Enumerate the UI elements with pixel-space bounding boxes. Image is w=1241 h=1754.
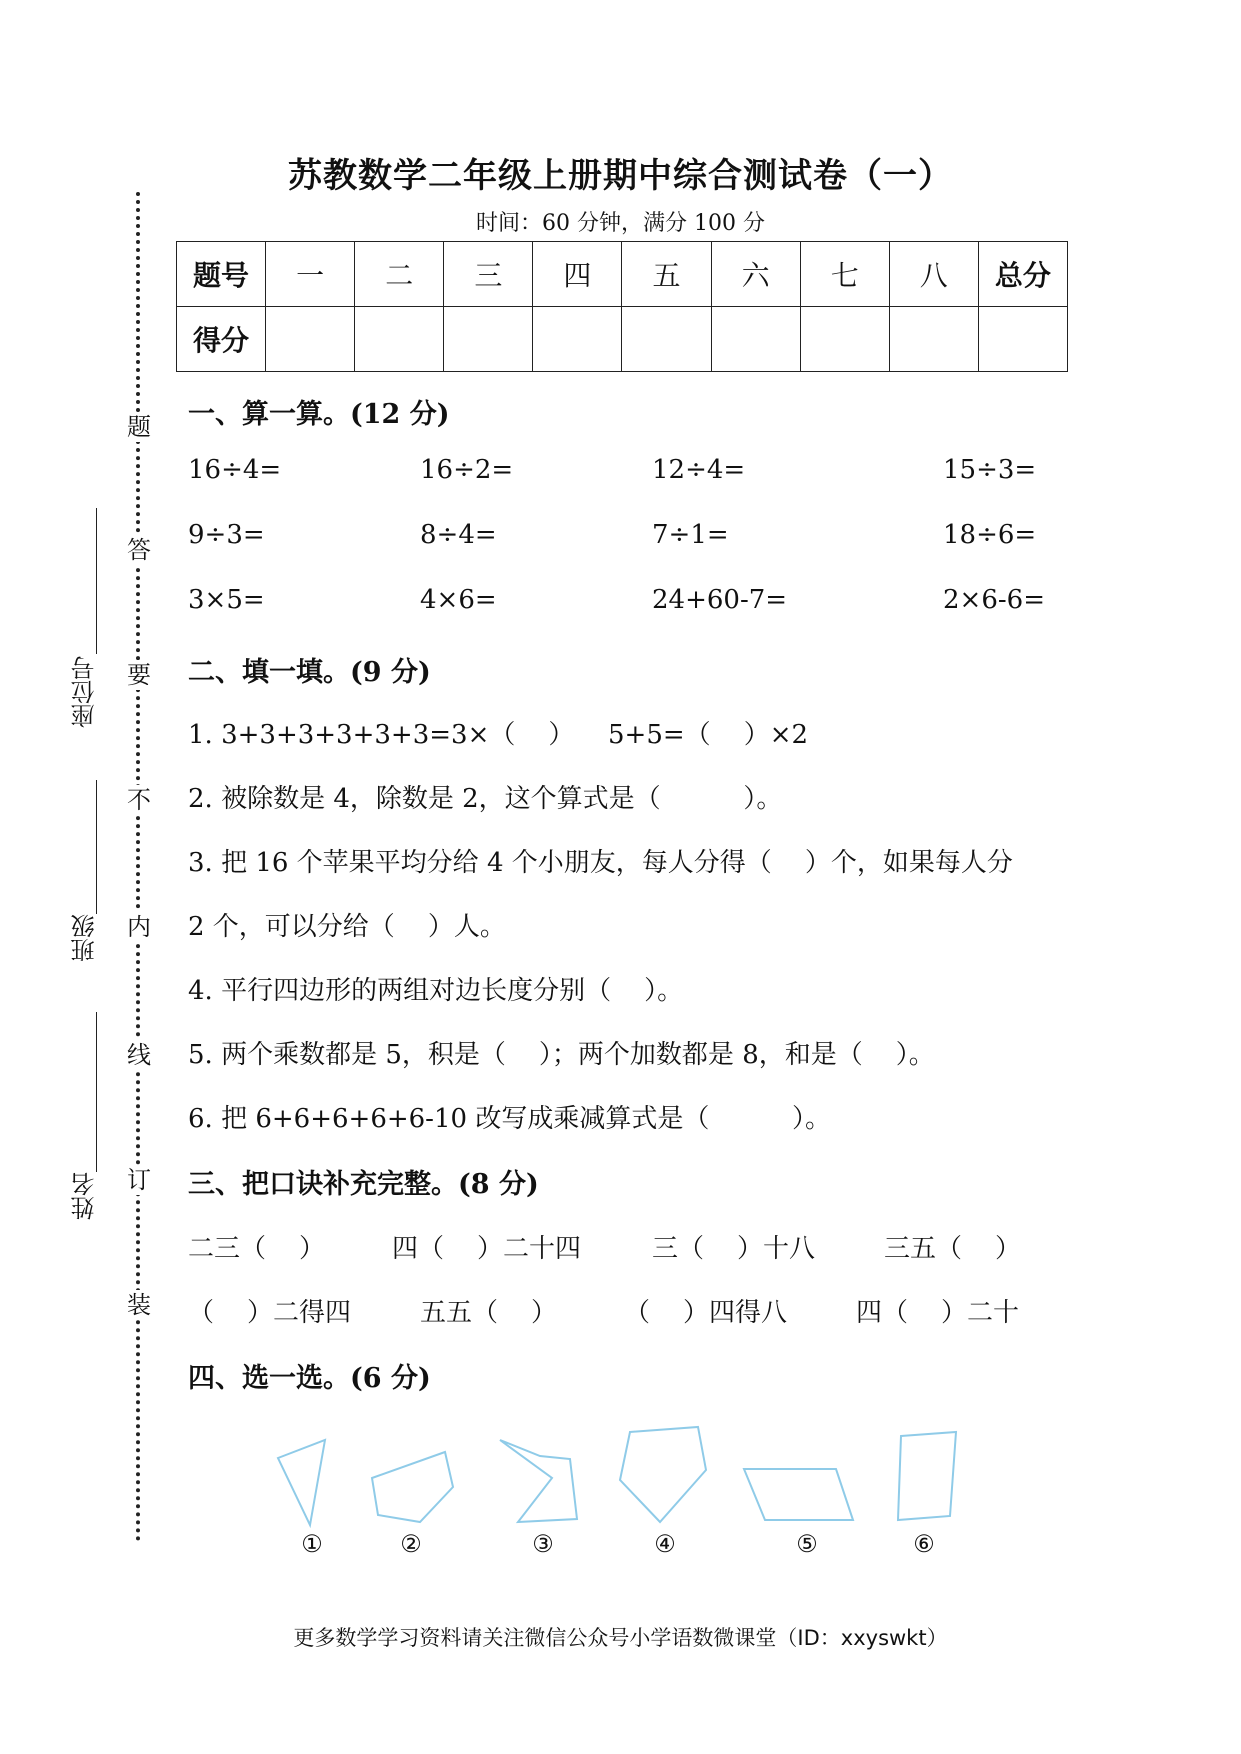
score-entry-cell	[533, 307, 622, 372]
shape-6-quadrilateral	[898, 1432, 956, 1520]
page-subtitle: 时间：60 分钟，满分 100 分	[476, 211, 765, 236]
score-entry-cell	[444, 307, 533, 372]
question-5: 5. 两个乘数都是 5，积是（ ）；两个加数都是 8，和是（ ）。	[188, 1040, 935, 1070]
problem: 15÷3=	[943, 455, 1037, 485]
section-3-title: 三、把口诀补充完整。(8 分)	[188, 1169, 539, 1200]
name-line	[96, 1012, 97, 1172]
rhyme-item: 五五（ ）	[420, 1298, 558, 1328]
score-cell: 六	[711, 242, 800, 307]
score-cell: 一	[266, 242, 355, 307]
binding-dotted-line	[136, 192, 140, 1542]
question-3a: 3. 把 16 个苹果平均分给 4 个小朋友，每人分得（ ）个，如果每人分	[188, 848, 1013, 878]
rhyme-item: 二三（ ）	[188, 1234, 326, 1264]
shape-3-concave	[500, 1440, 577, 1522]
score-entry-cell	[711, 307, 800, 372]
shape-label: ⑤	[796, 1530, 818, 1558]
seat-number-line	[96, 508, 97, 654]
score-cell: 五	[622, 242, 711, 307]
problem: 12÷4=	[652, 455, 746, 485]
problem: 8÷4=	[420, 520, 497, 550]
shape-1-triangle	[278, 1440, 325, 1525]
score-cell: 二	[355, 242, 444, 307]
score-entry-cell	[355, 307, 444, 372]
binding-char: 内	[124, 912, 154, 942]
question-4: 4. 平行四边形的两组对边长度分别（ ）。	[188, 976, 684, 1006]
footer-note: 更多数学学习资料请关注微信公众号小学语数微课堂（ID：xxyswkt）	[293, 1626, 948, 1650]
score-table	[176, 241, 1068, 372]
question-6: 6. 把 6+6+6+6+6-10 改写成乘减算式是（ ）。	[188, 1104, 831, 1134]
problem: 24+60-7=	[652, 585, 788, 615]
score-table-header-row	[177, 242, 1068, 307]
shape-label: ③	[532, 1530, 554, 1558]
score-table-score-row	[177, 307, 1068, 372]
problem: 9÷3=	[188, 520, 265, 550]
score-cell: 得分	[177, 307, 266, 372]
shape-5-parallelogram	[744, 1469, 853, 1520]
class-line	[96, 780, 97, 914]
binding-char: 线	[124, 1040, 154, 1070]
problem: 18÷6=	[943, 520, 1037, 550]
binding-char: 要	[124, 660, 154, 690]
problem: 4×6=	[420, 585, 497, 615]
score-entry-cell	[800, 307, 889, 372]
score-cell: 三	[444, 242, 533, 307]
score-cell: 八	[889, 242, 978, 307]
binding-char: 答	[124, 535, 154, 565]
shape-label: ④	[654, 1530, 676, 1558]
score-entry-cell	[978, 307, 1067, 372]
shape-label: ①	[301, 1530, 323, 1558]
score-entry-cell	[889, 307, 978, 372]
binding-char: 题	[124, 412, 154, 442]
shape-4-pentagon	[620, 1427, 706, 1522]
binding-char: 订	[124, 1165, 154, 1195]
page-title: 苏教数学二年级上册期中综合测试卷（一）	[288, 156, 953, 196]
rhyme-item: （ ）二得四	[188, 1298, 352, 1328]
question-2: 2. 被除数是 4，除数是 2，这个算式是（ ）。	[188, 784, 783, 814]
shape-2-hexagon	[372, 1452, 453, 1522]
binding-char: 不	[124, 785, 154, 815]
problem: 16÷2=	[420, 455, 514, 485]
section-1-title: 一、算一算。(12 分)	[188, 399, 450, 430]
name-label: 姓名	[71, 1172, 99, 1220]
rhyme-item: （ ）四得八	[624, 1298, 788, 1328]
score-cell: 题号	[177, 242, 266, 307]
question-3b: 2 个，可以分给（ ）人。	[188, 912, 506, 942]
rhyme-item: 三五（ ）	[884, 1234, 1022, 1264]
shape-label: ⑥	[913, 1530, 935, 1558]
section-2-title: 二、填一填。(9 分)	[188, 657, 431, 688]
problem: 3×5=	[188, 585, 265, 615]
shape-label: ②	[400, 1530, 422, 1558]
section-4-title: 四、选一选。(6 分)	[188, 1363, 431, 1394]
rhyme-item: 四（ ）二十四	[392, 1234, 582, 1264]
score-entry-cell	[266, 307, 355, 372]
rhyme-item: 四（ ）二十	[856, 1298, 1020, 1328]
seat-number-label: 座位号	[71, 656, 99, 728]
binding-char: 装	[124, 1290, 154, 1320]
class-label: 班级	[71, 914, 99, 962]
score-cell: 总分	[978, 242, 1067, 307]
score-cell: 七	[800, 242, 889, 307]
score-cell: 四	[533, 242, 622, 307]
question-1a: 1. 3+3+3+3+3+3=3×（ ）	[188, 720, 575, 750]
score-entry-cell	[622, 307, 711, 372]
question-1b: 5+5=（ ）×2	[608, 720, 809, 750]
rhyme-item: 三（ ）十八	[652, 1234, 816, 1264]
problem: 7÷1=	[652, 520, 729, 550]
problem: 16÷4=	[188, 455, 282, 485]
problem: 2×6-6=	[943, 585, 1045, 615]
